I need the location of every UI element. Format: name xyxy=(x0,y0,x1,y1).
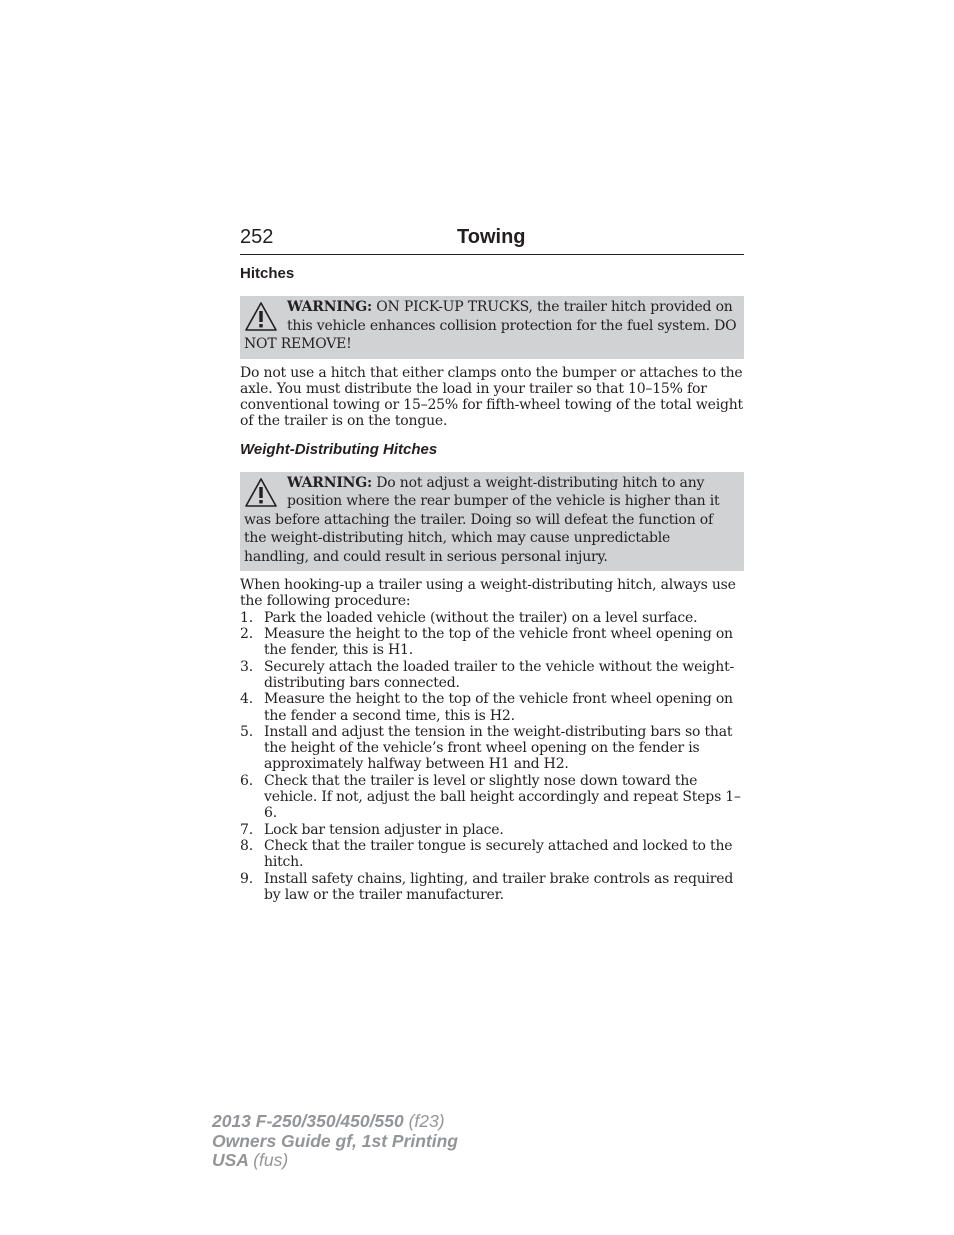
step-text: Check that the trailer tongue is securely attached and locked to the hitch. xyxy=(264,837,733,871)
step-number: 7. xyxy=(240,821,253,838)
hitches-paragraph: Do not use a hitch that either clamps onto the bumper or attaches to the axle. You must distribute the load in your trailer so that 10–15% for conventional towing or 15–25% for fifth-wheel towing of the total weight of the trailer is on the tongue. xyxy=(240,364,743,430)
footer-model-code: (f23) xyxy=(408,1111,445,1131)
step-number: 3. xyxy=(240,658,253,675)
section-heading-hitches: Hitches xyxy=(240,265,295,282)
warning-text: Do not adjust a weight-distributing hitch to any position where the rear bumper of the vehicle is higher than it was before attaching the trailer. Doing so will defeat the function of the weight-distributing hitch, which may cause unpredictable handling, and could result in serious personal injury. xyxy=(244,474,720,565)
footer-model-line xyxy=(212,1112,458,1132)
step-number: 6. xyxy=(240,772,253,789)
step-text: Measure the height to the top of the vehicle front wheel opening on the fender a second time, this is H2. xyxy=(264,691,733,724)
page-header xyxy=(240,226,744,255)
footer-market-code: (fus) xyxy=(253,1150,289,1170)
footer-guide-line: Owners Guide gf, 1st Printing xyxy=(212,1130,458,1151)
step-text: Install and adjust the tension in the weight-distributing bars so that the height of the vehicle’s front wheel opening on the fender is approximately halfway between H1 and H2. xyxy=(264,723,733,773)
procedure-step xyxy=(240,691,744,724)
footer-model: 2013 F-250/350/450/550 xyxy=(212,1111,404,1131)
step-text: Park the loaded vehicle (without the trailer) on a level surface. xyxy=(264,609,698,626)
warning-box-hitches xyxy=(240,296,744,359)
warning-triangle-icon xyxy=(244,476,278,510)
warning-box-weight-distributing xyxy=(240,472,744,572)
step-text: Securely attach the loaded trailer to the vehicle without the weight-distributing bars connected. xyxy=(264,658,735,691)
step-number: 9. xyxy=(240,870,253,887)
warning-text: ON PICK-UP TRUCKS, the trailer hitch provided on this vehicle enhances collision protection for the fuel system. DO NOT REMOVE! xyxy=(244,299,737,352)
procedure-intro: When hooking-up a trailer using a weight-distributing hitch, always use the following procedure: xyxy=(240,577,736,610)
step-number: 5. xyxy=(240,723,253,740)
step-text: Check that the trailer is level or slightly nose down toward the vehicle. If not, adjust the ball height accordingly and repeat Steps 1–6. xyxy=(264,772,741,822)
step-text: Measure the height to the top of the vehicle front wheel opening on the fender, this is H1. xyxy=(264,626,733,659)
warning-label: WARNING: xyxy=(287,299,372,315)
step-number: 2. xyxy=(240,626,253,643)
step-number: 1. xyxy=(240,609,253,626)
step-number: 4. xyxy=(240,691,253,708)
section-heading-weight-distributing: Weight-Distributing Hitches xyxy=(240,440,438,458)
procedure-step xyxy=(240,659,744,692)
page-content xyxy=(240,226,744,903)
procedure-step xyxy=(240,822,744,838)
procedure-steps xyxy=(240,610,744,903)
footer-market: USA xyxy=(212,1150,249,1170)
step-text: Lock bar tension adjuster in place. xyxy=(264,821,504,838)
warning-triangle-icon xyxy=(244,300,278,334)
page-footer xyxy=(212,1112,458,1171)
procedure-step xyxy=(240,626,744,659)
step-text: Install safety chains, lighting, and trailer brake controls as required by law or the trailer manufacturer. xyxy=(264,870,734,903)
footer-market-line xyxy=(212,1151,458,1171)
procedure-step xyxy=(240,773,744,822)
procedure-step xyxy=(240,610,744,626)
warning-label: WARNING: xyxy=(287,474,372,491)
procedure-step xyxy=(240,724,744,773)
chapter-title: Towing xyxy=(457,226,526,248)
procedure-step xyxy=(240,838,744,871)
procedure-step xyxy=(240,871,744,904)
step-number: 8. xyxy=(240,837,253,854)
page-number: 252 xyxy=(240,226,274,248)
